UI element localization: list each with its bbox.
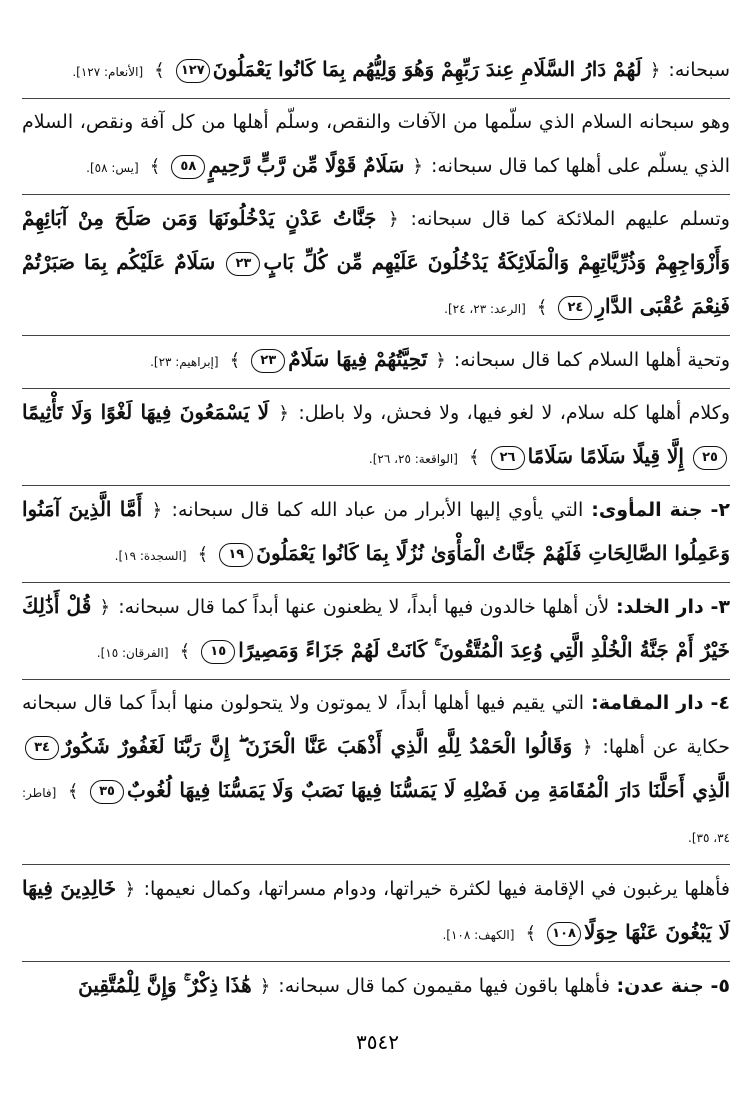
- ayah-number-marker: ١٢٧: [176, 59, 210, 83]
- quran-bracket-icon: ﴾: [536, 297, 548, 318]
- quran-bracket-icon: ﴾: [229, 350, 241, 371]
- quran-bracket-icon: ﴿: [388, 209, 399, 230]
- quran-bracket-icon: ﴿: [99, 597, 111, 618]
- ayah-number-marker: ٣٤: [25, 736, 59, 760]
- quran-verse-text: هَٰذَا ذِكْرٌ ۚ وَإِنَّ لِلْمُتَّقِينَ: [78, 973, 252, 997]
- quran-verse-text: جَنَّاتُ عَدْنٍ يَدْخُلُونَهَا وَمَن صَلَحَ مِنْ آبَائِهِمْ وَأَزْوَاجِهِمْ وَذُرِّيَّاتِهِمْ وَالْمَلَائِكَةُ يَدْخُلُونَ عَلَيْهِم مِّن كُلِّ بَابٍ: [22, 206, 730, 274]
- quran-verse-text: وَقَالُوا الْحَمْدُ لِلَّهِ الَّذِي أَذْهَبَ عَنَّا الْحَزَنَ ۖ إِنَّ رَبَّنَا لَغَفُورٌ شَكُورٌ: [62, 734, 573, 758]
- ayah-number-marker: ٢٥: [693, 446, 727, 470]
- verse-reference: [يس: ٥٨].: [86, 161, 139, 175]
- verse-reference: [فاطر: ٣٤، ٣٥].: [22, 786, 730, 845]
- quran-verse-text: الَّذِي أَحَلَّنَا دَارَ الْمُقَامَةِ مِن فَضْلِهِ لَا يَمَسُّنَا فِيهَا نَصَبٌ وَلَا يَمَسُّنَا فِيهَا لُغُوبٌ: [127, 778, 730, 802]
- ayah-number-marker: ١٠٨: [547, 922, 581, 946]
- quran-verse-text: إِلَّا قِيلًا سَلَامًا سَلَامًا: [527, 444, 684, 468]
- body-text: فأهلها يرغبون في الإقامة فيها لكثرة خيراتها، ودوام مسراتها، وكمال نعيمها:: [137, 878, 731, 900]
- quran-verse-text: سَلَامٌ عَلَيْكُم بِمَا صَبَرْتُمْ فَنِعْمَ عُقْبَى الدَّارِ: [22, 250, 730, 318]
- body-text: سبحانه:: [662, 59, 730, 81]
- quran-verse-text: لَا يَسْمَعُونَ فِيهَا لَغْوًا وَلَا تَأْثِيمًا: [22, 400, 270, 424]
- quran-bracket-icon: ﴾: [179, 641, 191, 662]
- ayah-number-marker: ١٩: [219, 543, 253, 567]
- paragraph-separator: [22, 388, 730, 389]
- body-text: وتسلم عليهم الملائكة كما قال سبحانه:: [400, 208, 730, 230]
- ayah-number-marker: ٢٣: [226, 252, 260, 276]
- verse-reference: [الأنعام: ١٢٧].: [72, 65, 144, 79]
- quran-bracket-icon: ﴿: [278, 403, 289, 424]
- verse-reference: [الرعد: ٢٣، ٢٤].: [444, 302, 526, 316]
- section-heading: ٣- دار الخلد:: [609, 596, 731, 618]
- body-text: التي يقيم فيها أهلها أبداً، لا يموتون ولا يتحولون منها أبداً كما قال سبحانه حكاية عن أهلها:: [22, 692, 730, 758]
- page-body: [22, 48, 730, 1008]
- quran-bracket-icon: ﴿: [151, 500, 163, 521]
- quran-verse-text: خَالِدِينَ فِيهَا لَا يَبْغُونَ عَنْهَا حِوَلًا: [22, 876, 730, 944]
- ayah-number-marker: ٣٥: [90, 780, 124, 804]
- quran-bracket-icon: ﴿: [259, 976, 271, 997]
- paragraph: [22, 391, 730, 481]
- body-text: فأهلها باقون فيها مقيمون كما قال سبحانه:: [272, 975, 610, 997]
- paragraph: [22, 488, 730, 578]
- section-heading: ٢- جنة المأوى:: [583, 499, 731, 521]
- ayah-number-marker: ٥٨: [171, 155, 205, 179]
- page-number: ٣٥٤٢: [356, 1030, 399, 1054]
- body-text: وكلام أهلها كله سلام، لا لغو فيها، ولا فحش، ولا باطل:: [290, 402, 730, 424]
- paragraph: [22, 48, 730, 94]
- quran-bracket-icon: ﴿: [124, 879, 136, 900]
- paragraph-separator: [22, 582, 730, 583]
- verse-reference: [إبراهيم: ٢٣].: [150, 355, 219, 369]
- quran-bracket-icon: ﴿: [582, 737, 593, 758]
- paragraph: [22, 585, 730, 675]
- quran-verse-text: أَمَّا الَّذِينَ آمَنُوا وَعَمِلُوا الصَّالِحَاتِ فَلَهُمْ جَنَّاتُ الْمَأْوَىٰ نُزُلًا بِمَا كَانُوا يَعْمَلُونَ: [22, 497, 730, 565]
- verse-reference: [الفرقان: ١٥].: [96, 646, 169, 660]
- section-heading: ٥- جنة عدن:: [609, 975, 730, 997]
- quran-verse-text: سَلَامٌ قَوْلًا مِّن رَّبٍّ رَّحِيمٍ: [208, 153, 405, 177]
- paragraph: [22, 867, 730, 957]
- paragraph: [22, 101, 730, 190]
- quran-bracket-icon: ﴿: [649, 60, 661, 81]
- body-text: التي يأوي إليها الأبرار من عباد الله كما قال سبحانه:: [164, 499, 584, 521]
- body-text: لأن أهلها خالدون فيها أبداً، لا يظعنون عنها أبداً كما قال سبحانه:: [112, 596, 610, 618]
- verse-reference: [الواقعة: ٢٥، ٢٦].: [368, 452, 458, 466]
- quran-bracket-icon: ﴾: [154, 60, 165, 81]
- quran-bracket-icon: ﴿: [412, 156, 423, 177]
- verse-reference: [السجدة: ١٩].: [114, 549, 187, 563]
- section-heading: ٤- دار المقامة:: [584, 692, 731, 714]
- paragraph: [22, 338, 730, 384]
- body-text: وهو سبحانه السلام الذي سلّمها من الآفات والنقص، وسلّم أهلها من كل آفة ونقص، السلام الذي يسلّم على أهلها كما قال سبحانه:: [22, 111, 730, 177]
- paragraph-separator: [22, 485, 730, 486]
- ayah-number-marker: ١٥: [201, 640, 235, 664]
- quran-verse-text: قُلْ أَذَٰلِكَ خَيْرٌ أَمْ جَنَّةُ الْخُلْدِ الَّتِي وُعِدَ الْمُتَّقُونَ ۚ كَانَتْ لَهُمْ جَزَاءً وَمَصِيرًا: [22, 594, 730, 662]
- quran-verse-text: تَحِيَّتُهُمْ فِيهَا سَلَامٌ: [288, 347, 428, 371]
- quran-bracket-icon: ﴾: [67, 781, 79, 802]
- quran-verse-text: لَهُمْ دَارُ السَّلَامِ عِندَ رَبِّهِمْ وَهُوَ وَلِيُّهُم بِمَا كَانُوا يَعْمَلُونَ: [212, 57, 642, 81]
- paragraph-separator: [22, 335, 730, 336]
- paragraph: [22, 197, 730, 331]
- quran-bracket-icon: ﴾: [149, 156, 161, 177]
- paragraph-separator: [22, 98, 730, 99]
- ayah-number-marker: ٢٦: [491, 446, 525, 470]
- ayah-number-marker: ٢٣: [251, 349, 285, 373]
- ayah-number-marker: ٢٤: [558, 296, 592, 320]
- paragraph-separator: [22, 864, 730, 865]
- quran-bracket-icon: ﴿: [435, 350, 446, 371]
- paragraph-separator: [22, 679, 730, 680]
- quran-bracket-icon: ﴾: [468, 447, 480, 468]
- verse-reference: [الكهف: ١٠٨].: [442, 928, 515, 942]
- body-text: وتحية أهلها السلام كما قال سبحانه:: [447, 349, 730, 371]
- quran-bracket-icon: ﴾: [197, 544, 209, 565]
- paragraph: [22, 964, 730, 1008]
- paragraph-separator: [22, 194, 730, 195]
- paragraph-separator: [22, 961, 730, 962]
- quran-bracket-icon: ﴾: [525, 923, 536, 944]
- paragraph: [22, 682, 730, 860]
